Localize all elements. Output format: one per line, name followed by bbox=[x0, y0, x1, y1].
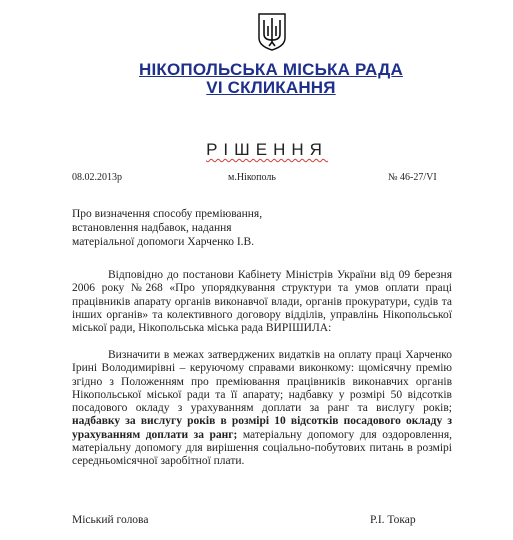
subject-block bbox=[72, 207, 262, 249]
signature-position: Міський голова bbox=[72, 514, 149, 526]
subject-line: Про визначення способу преміювання, bbox=[72, 208, 263, 220]
paragraph-text: Визначити в межах затверджених видатків на оплату праці Харченко Ірині Володимирівні – керуючому справами виконкому: щомісячну премію згідно з Положенням про преміювання працівників виконавчих органів Нікопольської міської ради та її апарату; надбавку у розмірі 50 відсотків посадового окладу з урахуванням доплати за ранг та вислугу років; bbox=[72, 349, 452, 415]
decision-number: № 46-27/VI bbox=[388, 172, 437, 183]
trident-emblem-icon bbox=[257, 12, 287, 52]
decision-title-text: РІШЕННЯ bbox=[206, 140, 328, 159]
subject-line: встановлення надбавок, надання bbox=[72, 222, 232, 234]
body-paragraph-2 bbox=[72, 349, 452, 469]
subject-line: матеріальної допомоги Харченко І.В. bbox=[72, 236, 255, 248]
bold-paragraph-text: надбавку за вислугу років в розмірі 10 відсотків посадового окладу з урахуванням доплати за ранг; bbox=[72, 415, 452, 441]
decision-date: 08.02.2013р bbox=[72, 172, 122, 183]
decision-city: м.Нікополь bbox=[228, 172, 276, 183]
body-paragraph-1: Відповідно до постанови Кабінету Міністрів України від 09 березня 2006 року №268 «Про упорядкування структури та умов оплати праці працівників апарату органів виконавчої влади, органів прокуратури, судів та інших органів» та колективного договору відділів, управлінь Нікопольської міської ради, Нікопольська міська рада ВИРІШИЛА: bbox=[72, 269, 452, 335]
paragraph-text: матеріальну допомогу для оздоровлення, матеріальну допомогу для вирішення соціально-побутових питань в розмірі середньомісячної заробітної плати. bbox=[72, 428, 452, 468]
org-name: НІКОПОЛЬСЬКА МІСЬКА РАДА bbox=[139, 60, 403, 79]
decision-title bbox=[0, 140, 514, 160]
convocation: VI СКЛИКАННЯ bbox=[206, 78, 336, 97]
signature-name: Р.І. Токар bbox=[370, 514, 416, 526]
